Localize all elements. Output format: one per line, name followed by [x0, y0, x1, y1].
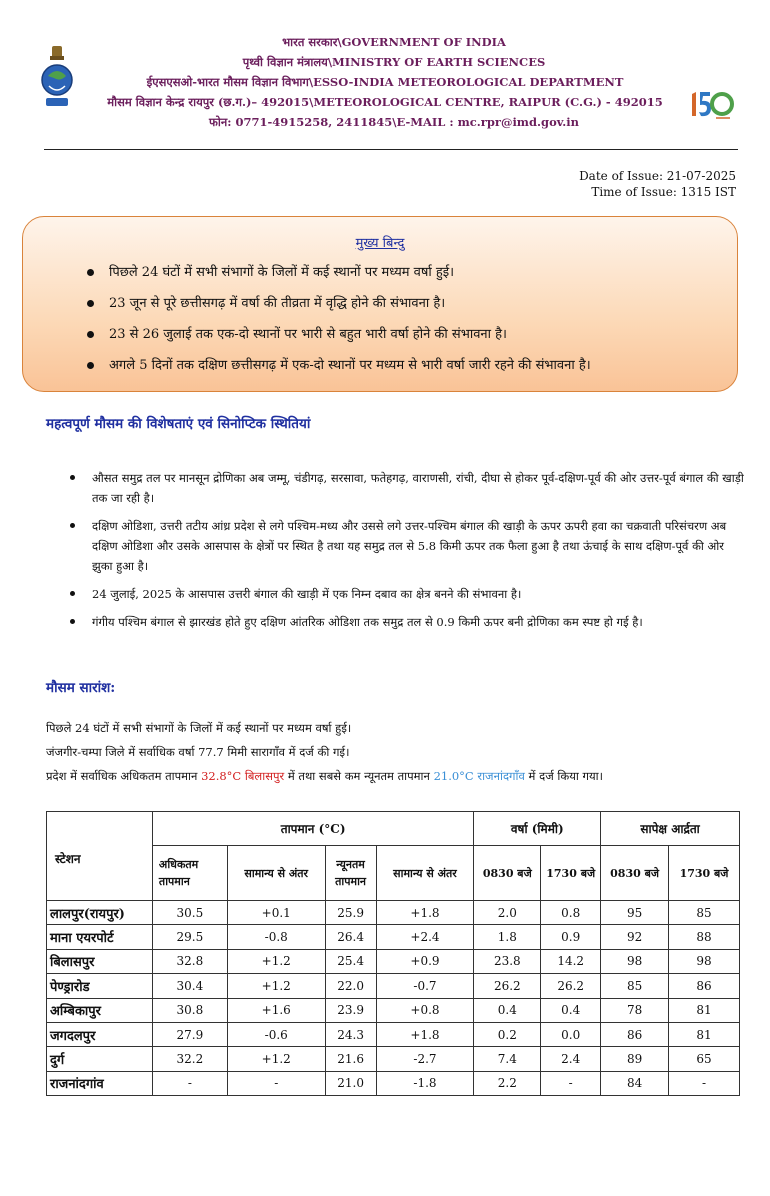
summary-text: में तथा सबसे कम न्यूनतम तापमान	[284, 769, 434, 783]
rain-0830-cell: 2.2	[474, 1071, 541, 1095]
rain-1730-cell: 0.4	[541, 998, 601, 1022]
min-departure-cell: +1.8	[376, 901, 474, 925]
min-departure-header: सामान्य से अंतर	[376, 846, 474, 901]
min-departure-cell: +0.9	[376, 949, 474, 973]
rain-0830-cell: 26.2	[474, 974, 541, 998]
min-temp-cell: 21.0	[325, 1071, 376, 1095]
synoptic-title: महत्वपूर्ण मौसम की विशेषताएं एवं सिनोप्टिक स्थितियां	[46, 416, 311, 432]
station-name: पेण्ड्रारोड	[47, 974, 153, 998]
min-temp-cell: 21.6	[325, 1047, 376, 1071]
min-temp-cell: 24.3	[325, 1022, 376, 1046]
max-departure-cell: +1.2	[227, 974, 325, 998]
max-departure-cell: +1.2	[227, 1047, 325, 1071]
summary-line-max-rain: जंजगीर-चम्पा जिले में सर्वाधिक वर्षा 77.7 मिमी सारागाँव में दर्ज की गई।	[46, 745, 350, 759]
rh-1730-cell: 88	[669, 925, 740, 949]
summary-line-rain: पिछले 24 घंटों में सभी संभागों के जिलों में कई स्थानों पर मध्यम वर्षा हुई।	[46, 721, 352, 735]
min-temp-cell: 25.4	[325, 949, 376, 973]
highlights-list	[83, 257, 723, 381]
rain-1730-cell: 0.0	[541, 1022, 601, 1046]
rain-1730-cell: 0.8	[541, 901, 601, 925]
table-row	[47, 949, 740, 973]
synoptic-item: 24 जुलाई, 2025 के आसपास उत्तरी बंगाल की खाड़ी में एक निम्न दबाव का क्षेत्र बनने की संभावना है।	[66, 584, 746, 604]
letterhead	[0, 22, 770, 132]
synoptic-list	[66, 468, 746, 640]
summary-line-temperature	[46, 764, 746, 788]
rh-1730-cell: 81	[669, 998, 740, 1022]
max-temp-cell: 30.5	[152, 901, 227, 925]
max-departure-cell: +1.2	[227, 949, 325, 973]
max-temp-cell: 27.9	[152, 1022, 227, 1046]
max-departure-header: सामान्य से अंतर	[227, 846, 325, 901]
max-temp-cell: 29.5	[152, 925, 227, 949]
rain-1730-cell: 14.2	[541, 949, 601, 973]
station-name: जगदलपुर	[47, 1022, 153, 1046]
min-temp-cell: 26.4	[325, 925, 376, 949]
rain-1730-cell: 2.4	[541, 1047, 601, 1071]
min-temp-cell: 23.9	[325, 998, 376, 1022]
summary-text: प्रदेश में सर्वाधिक अधिकतम तापमान	[46, 769, 202, 783]
max-departure-cell: -0.8	[227, 925, 325, 949]
rainfall-header: वर्षा (मिमी)	[474, 812, 601, 846]
rh-0830-cell: 95	[601, 901, 669, 925]
min-departure-cell: -1.8	[376, 1071, 474, 1095]
max-departure-cell: -0.6	[227, 1022, 325, 1046]
min-departure-cell: -0.7	[376, 974, 474, 998]
min-departure-cell: -2.7	[376, 1047, 474, 1071]
rain-0830-header: 0830 बजे	[474, 846, 541, 901]
rh-0830-cell: 85	[601, 974, 669, 998]
highlight-item: 23 जून से पूरे छत्तीसगढ़ में वर्षा की तीव्रता में वृद्धि होने की संभावना है।	[83, 288, 723, 319]
station-rows	[47, 901, 740, 1096]
issue-info	[579, 168, 736, 200]
temperature-header: तापमान (°C)	[152, 812, 473, 846]
station-header: स्टेशन	[47, 812, 153, 901]
summary-text: में दर्ज किया गया।	[524, 769, 603, 783]
synoptic-item: गंगीय पश्चिम बंगाल से झारखंड होते हुए दक्षिण आंतरिक ओडिशा तक समुद्र तल से 0.9 किमी ऊपर बनी द्रोणिका कम स्पष्ट हो गई है।	[66, 612, 746, 632]
highlight-item: अगले 5 दिनों तक दक्षिण छत्तीसगढ़ में एक-दो स्थानों पर मध्यम से भारी वर्षा जारी रहने की संभावना है।	[83, 350, 723, 381]
rh-1730-cell: 86	[669, 974, 740, 998]
max-temp-header: अधिकतम तापमान	[152, 846, 227, 901]
station-name: माना एयरपोर्ट	[47, 925, 153, 949]
header-line-contact: फोन: 0771-4915258, 2411845\E-MAIL : mc.rpr@imd.gov.in	[209, 115, 579, 129]
max-departure-cell: +1.6	[227, 998, 325, 1022]
highlight-item: पिछले 24 घंटों में सभी संभागों के जिलों में कई स्थानों पर मध्यम वर्षा हुई।	[83, 257, 723, 288]
station-name: लालपुर(रायपुर)	[47, 901, 153, 925]
table-row	[47, 998, 740, 1022]
table-row	[47, 974, 740, 998]
synoptic-item: दक्षिण ओडिशा, उत्तरी तटीय आंध्र प्रदेश से लगे पश्चिम-मध्य और उससे लगे उत्तर-पश्चिम बंगाल की खाड़ी के ऊपर ऊपरी हवा का चक्रवाती परिसंचरण अब दक्षिण ओडिशा और उसके आसपास के क्षेत्रों पर स्थित है तथा यह समुद्र तल से 5.8 किमी ऊपर तक फैला हुआ है तथा ऊंचाई के साथ दक्षिण-पूर्व की ओर झुका हुआ है।	[66, 516, 746, 576]
max-temp-cell: 30.8	[152, 998, 227, 1022]
max-temp-cell: 32.2	[152, 1047, 227, 1071]
highlights-title: मुख्य बिन्दु	[355, 236, 405, 251]
rain-0830-cell: 0.2	[474, 1022, 541, 1046]
weather-summary	[46, 716, 746, 788]
header-line-department: ईएसएसओ-भारत मौसम विज्ञान विभाग\ESSO-INDIA METEOROLOGICAL DEPARTMENT	[146, 75, 624, 89]
min-temp-cell: 25.9	[325, 901, 376, 925]
lowest-min-temperature: 21.0°C राजनांदगाँव	[433, 769, 525, 783]
rh-1730-cell: 85	[669, 901, 740, 925]
date-of-issue: Date of Issue: 21-07-2025	[579, 169, 736, 183]
min-departure-cell: +2.4	[376, 925, 474, 949]
min-departure-cell: +1.8	[376, 1022, 474, 1046]
rh-0830-cell: 84	[601, 1071, 669, 1095]
rain-0830-cell: 0.4	[474, 998, 541, 1022]
highest-max-temperature: 32.8°C बिलासपुर	[201, 769, 285, 783]
summary-title: मौसम सारांश:	[46, 680, 116, 696]
max-temp-cell: 30.4	[152, 974, 227, 998]
rain-1730-cell: 26.2	[541, 974, 601, 998]
rh-1730-cell: 98	[669, 949, 740, 973]
rain-1730-cell: 0.9	[541, 925, 601, 949]
rh-1730-cell: -	[669, 1071, 740, 1095]
max-temp-cell: 32.8	[152, 949, 227, 973]
min-temp-cell: 22.0	[325, 974, 376, 998]
header-line-centre: मौसम विज्ञान केन्द्र रायपुर (छ.ग.)– 492015\METEOROLOGICAL CENTRE, RAIPUR (C.G.) - 492015	[107, 95, 663, 109]
rain-1730-header: 1730 बजे	[541, 846, 601, 901]
rh-0830-cell: 86	[601, 1022, 669, 1046]
rh-1730-header: 1730 बजे	[669, 846, 740, 901]
station-data-table	[46, 811, 740, 1096]
highlights-box	[22, 216, 738, 392]
rain-0830-cell: 23.8	[474, 949, 541, 973]
humidity-header: सापेक्ष आर्द्रता	[601, 812, 740, 846]
station-name: राजनांदगांव	[47, 1071, 153, 1095]
rh-0830-cell: 92	[601, 925, 669, 949]
rh-0830-cell: 98	[601, 949, 669, 973]
rain-0830-cell: 7.4	[474, 1047, 541, 1071]
station-name: बिलासपुर	[47, 949, 153, 973]
table-row	[47, 1022, 740, 1046]
rh-0830-cell: 78	[601, 998, 669, 1022]
header-line-ministry: पृथ्वी विज्ञान मंत्रालय\MINISTRY OF EARTH SCIENCES	[242, 55, 546, 69]
max-departure-cell: +0.1	[227, 901, 325, 925]
station-name: दुर्ग	[47, 1047, 153, 1071]
time-of-issue: Time of Issue: 1315 IST	[591, 185, 736, 199]
table-row	[47, 1047, 740, 1071]
header-line-government: भारत सरकार\GOVERNMENT OF INDIA	[282, 35, 506, 49]
max-temp-cell: -	[152, 1071, 227, 1095]
header-divider	[44, 149, 738, 150]
rain-1730-cell: -	[541, 1071, 601, 1095]
max-departure-cell: -	[227, 1071, 325, 1095]
rh-0830-cell: 89	[601, 1047, 669, 1071]
rh-1730-cell: 65	[669, 1047, 740, 1071]
min-departure-cell: +0.8	[376, 998, 474, 1022]
imd-150-years-logo-icon	[686, 88, 734, 122]
rain-0830-cell: 2.0	[474, 901, 541, 925]
rh-1730-cell: 81	[669, 1022, 740, 1046]
rh-0830-header: 0830 बजे	[601, 846, 669, 901]
table-row	[47, 1071, 740, 1095]
station-name: अम्बिकापुर	[47, 998, 153, 1022]
synoptic-item: औसत समुद्र तल पर मानसून द्रोणिका अब जम्मू, चंडीगढ़, सरसावा, फतेहगढ़, वाराणसी, रांची, दीघा से होकर पूर्व-दक्षिण-पूर्व की ओर उत्तर-पूर्व बंगाल की खाड़ी तक जा रही है।	[66, 468, 746, 508]
highlight-item: 23 से 26 जुलाई तक एक-दो स्थानों पर भारी से बहुत भारी वर्षा होने की संभावना है।	[83, 319, 723, 350]
rain-0830-cell: 1.8	[474, 925, 541, 949]
table-row	[47, 901, 740, 925]
min-temp-header: न्यूनतम तापमान	[325, 846, 376, 901]
table-row	[47, 925, 740, 949]
imd-emblem-icon	[40, 44, 74, 110]
